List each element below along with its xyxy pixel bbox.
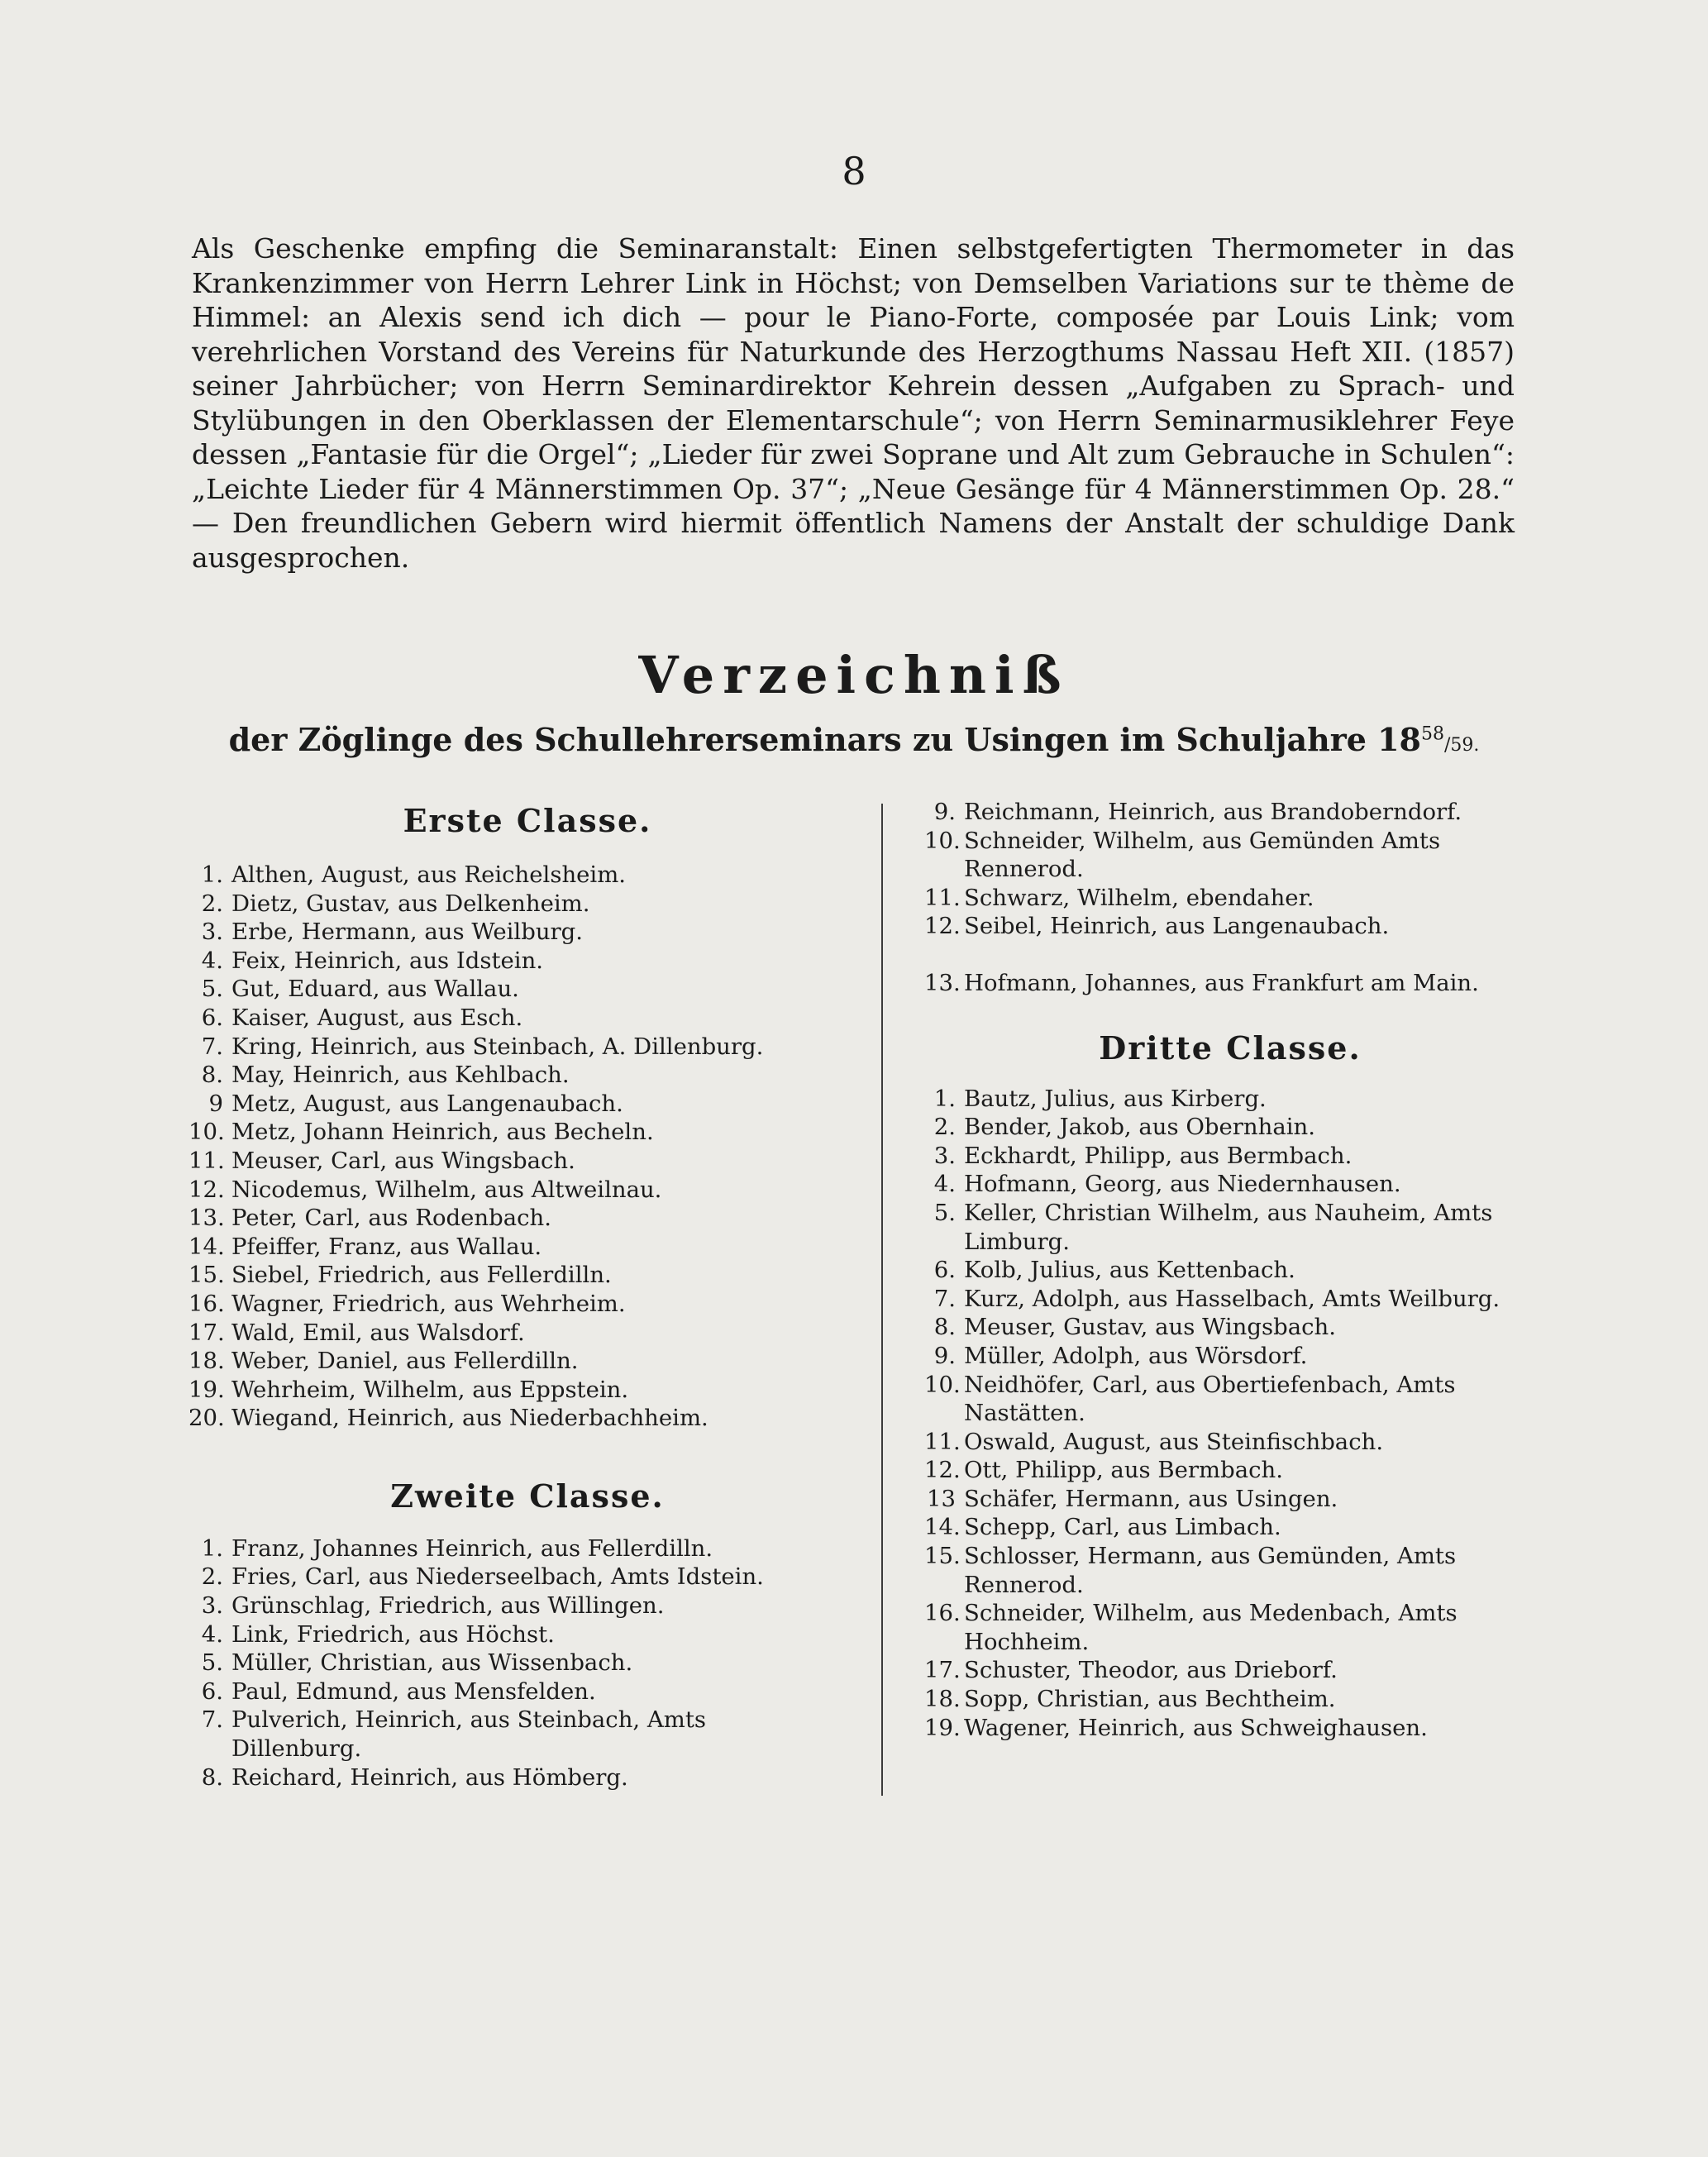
- list-zweite-classe-continued: [924, 798, 1536, 998]
- class-heading-zweite: Zweite Classe.: [390, 1477, 665, 1515]
- class-heading-dritte: Dritte Classe.: [1099, 1028, 1362, 1067]
- list-item: [188, 1376, 866, 1405]
- list-item: [188, 1090, 866, 1119]
- entry-text: Schlosser, Hermann, aus Gemünden, Amts Rennerod.: [964, 1543, 1457, 1598]
- entry-number: 15.: [924, 1543, 961, 1570]
- entry-text: Hofmann, Georg, aus Niedernhausen.: [964, 1171, 1401, 1198]
- list-item: [188, 1233, 866, 1262]
- list-item: [924, 827, 1536, 884]
- entry-number: 15.: [188, 1262, 225, 1289]
- entry-text: Wiegand, Heinrich, aus Niederbachheim.: [231, 1405, 708, 1432]
- list-erste-classe: [188, 861, 866, 1433]
- subtitle-text: der Zöglinge des Schullehrerseminars zu Usingen im Schuljahre 18: [228, 721, 1422, 758]
- list-zweite-classe: [188, 1534, 866, 1792]
- list-item: [188, 1347, 866, 1376]
- entry-number: 18.: [924, 1686, 961, 1713]
- entry-number: 7.: [933, 1285, 956, 1312]
- list-item: [924, 1142, 1536, 1171]
- class-heading-erste: Erste Classe.: [403, 802, 652, 839]
- entry-number: 2.: [201, 890, 223, 917]
- entry-text: Bender, Jakob, aus Obernhain.: [964, 1114, 1316, 1141]
- left-column: [188, 802, 866, 1792]
- entry-number: 5.: [933, 1199, 956, 1226]
- entry-number: 5.: [201, 976, 223, 1003]
- entry-text: Wehrheim, Wilhelm, aus Eppstein.: [231, 1376, 629, 1403]
- right-column: [924, 798, 1536, 1742]
- entry-text: Schneider, Wilhelm, aus Medenbach, Amts Hochheim.: [964, 1600, 1458, 1655]
- entry-number: 1.: [933, 1085, 956, 1112]
- entry-number: 17.: [924, 1657, 961, 1684]
- list-item: [924, 912, 1536, 941]
- entry-text: Wagener, Heinrich, aus Schweighausen.: [964, 1714, 1428, 1741]
- entry-number: 4.: [933, 1171, 956, 1198]
- entry-number: 10.: [924, 1371, 961, 1398]
- entry-text: Meuser, Gustav, aus Wingsbach.: [964, 1314, 1336, 1341]
- entry-text: Wald, Emil, aus Walsdorf.: [231, 1319, 525, 1346]
- entry-number: 11.: [924, 884, 961, 911]
- entry-number: 9.: [933, 799, 956, 825]
- list-item: [188, 1404, 866, 1433]
- entry-number: 2.: [933, 1114, 956, 1141]
- entry-number: 12.: [924, 913, 961, 940]
- list-item: [188, 1592, 866, 1620]
- list-item: [924, 969, 1536, 998]
- list-item: [188, 1620, 866, 1649]
- list-item: [188, 1563, 866, 1592]
- entry-text: Hofmann, Johannes, aus Frankfurt am Main.: [964, 969, 1479, 996]
- entry-text: Meuser, Carl, aus Wingsbach.: [231, 1147, 575, 1174]
- list-item: [924, 1513, 1536, 1542]
- list-item: [188, 1118, 866, 1147]
- entry-number: 12.: [924, 1457, 961, 1484]
- list-item: [188, 1147, 866, 1176]
- list-item: [924, 1428, 1536, 1457]
- entry-number: 13: [927, 1485, 956, 1512]
- entry-number: 6.: [201, 1004, 223, 1031]
- entry-number: 17.: [188, 1319, 225, 1346]
- entry-number: 3.: [201, 1592, 223, 1620]
- entry-text: Althen, August, aus Reichelsheim.: [231, 861, 627, 888]
- entry-number: 11.: [924, 1428, 961, 1455]
- list-item: [924, 1256, 1536, 1285]
- entry-number: 10.: [188, 1119, 225, 1146]
- entry-number: 11.: [188, 1147, 225, 1174]
- entry-text: Oswald, August, aus Steinfischbach.: [964, 1428, 1384, 1455]
- list-item: [924, 1714, 1536, 1743]
- entry-text: Dietz, Gustav, aus Delkenheim.: [231, 890, 590, 917]
- entry-text: Grünschlag, Friedrich, aus Willingen.: [231, 1592, 665, 1620]
- entry-text: Eckhardt, Philipp, aus Bermbach.: [964, 1142, 1353, 1169]
- list-item: [188, 975, 866, 1004]
- entry-text: Reichmann, Heinrich, aus Brandoberndorf.: [964, 799, 1462, 825]
- entry-text: Kurz, Adolph, aus Hasselbach, Amts Weilburg.: [964, 1285, 1500, 1312]
- entry-number: 4.: [201, 1620, 223, 1648]
- entry-text: Weber, Daniel, aus Fellerdilln.: [231, 1348, 579, 1375]
- entry-number: 8.: [201, 1062, 223, 1089]
- list-item: [924, 1285, 1536, 1314]
- list-item: [188, 1261, 866, 1290]
- entry-text: Kring, Heinrich, aus Steinbach, A. Dillenburg.: [231, 1033, 764, 1060]
- list-item: [188, 1319, 866, 1348]
- entry-text: Müller, Adolph, aus Wörsdorf.: [964, 1342, 1308, 1369]
- entry-number: 16.: [924, 1600, 961, 1627]
- entry-number: 13.: [188, 1205, 225, 1232]
- entry-number: 20.: [188, 1405, 225, 1432]
- list-item: [924, 1113, 1536, 1142]
- entry-text: Neidhöfer, Carl, aus Obertiefenbach, Amts Nastätten.: [964, 1371, 1456, 1427]
- list-item: [924, 1656, 1536, 1685]
- list-item: [188, 1004, 866, 1033]
- entry-text: Franz, Johannes Heinrich, aus Fellerdilln.: [231, 1534, 713, 1562]
- column-divider: [881, 804, 883, 1796]
- list-item: [924, 1313, 1536, 1342]
- page-number: 8: [842, 149, 866, 193]
- entry-number: 16.: [188, 1290, 225, 1317]
- list-item: [188, 1033, 866, 1062]
- list-item: [188, 1204, 866, 1233]
- list-item: [188, 1176, 866, 1205]
- entry-number: 14.: [188, 1233, 225, 1260]
- entry-text: Metz, August, aus Langenaubach.: [231, 1090, 623, 1117]
- entry-number: 9.: [933, 1342, 956, 1369]
- entry-text: Erbe, Hermann, aus Weilburg.: [231, 919, 584, 946]
- entry-text: Kolb, Julius, aus Kettenbach.: [964, 1257, 1295, 1284]
- entry-number: 19.: [924, 1714, 961, 1741]
- entry-text: Feix, Heinrich, aus Idstein.: [231, 947, 544, 974]
- list-item: [188, 890, 866, 919]
- entry-text: Schepp, Carl, aus Limbach.: [964, 1514, 1281, 1541]
- list-item: [924, 1542, 1536, 1599]
- entry-number: 7.: [201, 1033, 223, 1060]
- list-item: [188, 1061, 866, 1090]
- entry-text: Kaiser, August, aus Esch.: [231, 1004, 523, 1031]
- list-item: [924, 1599, 1536, 1656]
- list-title: Verzeichniß: [638, 645, 1070, 705]
- intro-paragraph: [192, 231, 1515, 575]
- entry-text: Fries, Carl, aus Niederseelbach, Amts Idstein.: [231, 1563, 764, 1591]
- list-item: [188, 918, 866, 947]
- list-item: [188, 1706, 825, 1763]
- entry-number: 18.: [188, 1348, 225, 1375]
- list-subtitle: [0, 721, 1708, 758]
- subtitle-superscript: 58: [1421, 723, 1445, 745]
- entry-text: Wagner, Friedrich, aus Wehrheim.: [231, 1290, 626, 1317]
- list-item: [188, 947, 866, 976]
- intro-text: Als Geschenke empfing die Seminaranstalt: Einen selbstgefertigten Thermometer in das Krankenzimmer von Herrn Lehrer Link in Höchst; von Demselben Variations sur te thème de Himmel: an Alexis send ich dich — pour le Piano-Forte, composée par Louis Link; vom verehrlichen Vorstand des Vereins für Naturkunde des Herzogthums Nassau Heft XII. (1857) seiner Jahrbücher; von Herrn Seminardirektor Kehrein dessen „Aufgaben zu Sprach- und Stylübungen in den Oberklassen der Elementarschule“; von Herrn Seminarmusiklehrer Feye dessen „Fantasie für die Orgel“; „Lieder für zwei Soprane und Alt zum Gebrauche in Schulen“: „Leichte Lieder für 4 Männerstimmen Op. 37“; „Neue Gesänge für 4 Männerstimmen Op. 28.“ — Den freundlichen Gebern wird hiermit öffentlich Namens der Anstalt der schuldige Dank ausgesprochen.: [192, 232, 1515, 574]
- entry-number: 3.: [933, 1142, 956, 1169]
- entry-number: 3.: [201, 919, 223, 946]
- entry-text: Sopp, Christian, aus Bechtheim.: [964, 1686, 1336, 1713]
- entry-text: Schwarz, Wilhelm, ebendaher.: [964, 884, 1314, 911]
- entry-text: Müller, Christian, aus Wissenbach.: [231, 1649, 633, 1677]
- entry-text: Nicodemus, Wilhelm, aus Altweilnau.: [231, 1176, 662, 1203]
- entry-text: Link, Friedrich, aus Höchst.: [231, 1620, 555, 1648]
- entry-number: 8.: [201, 1763, 223, 1791]
- list-item: [188, 1290, 866, 1319]
- entry-number: 6.: [201, 1677, 223, 1705]
- entry-text: Peter, Carl, aus Rodenbach.: [231, 1205, 552, 1232]
- list-item: [924, 1456, 1536, 1485]
- entry-number: 9: [208, 1090, 223, 1117]
- entry-number: 19.: [188, 1376, 225, 1403]
- entry-number: 14.: [924, 1514, 961, 1541]
- list-item: [924, 1342, 1536, 1371]
- entry-text: Bautz, Julius, aus Kirberg.: [964, 1085, 1267, 1112]
- list-item: [188, 1763, 866, 1792]
- entry-number: 13.: [924, 969, 961, 996]
- entry-number: 12.: [188, 1176, 225, 1203]
- entry-text: Schneider, Wilhelm, aus Gemünden Amts Rennerod.: [964, 827, 1441, 883]
- entry-text: Keller, Christian Wilhelm, aus Nauheim, Amts Limburg.: [964, 1199, 1493, 1255]
- list-item: [924, 884, 1536, 913]
- entry-number: 7.: [201, 1706, 223, 1734]
- entry-text: Ott, Philipp, aus Bermbach.: [964, 1457, 1283, 1484]
- entry-text: Seibel, Heinrich, aus Langenaubach.: [964, 913, 1390, 940]
- list-item: [188, 1534, 866, 1563]
- entry-number: 8.: [933, 1314, 956, 1341]
- list-item: [188, 1677, 866, 1706]
- list-item: [924, 798, 1536, 827]
- entry-text: May, Heinrich, aus Kehlbach.: [231, 1062, 570, 1089]
- list-item: [924, 1085, 1536, 1114]
- entry-number: 10.: [924, 827, 961, 854]
- entry-text: Pfeiffer, Franz, aus Wallau.: [231, 1233, 542, 1260]
- list-item: [924, 1371, 1536, 1428]
- entry-text: Paul, Edmund, aus Mensfelden.: [231, 1677, 596, 1705]
- list-item: [188, 1649, 866, 1677]
- list-item: [924, 1199, 1536, 1256]
- entry-text: Gut, Eduard, aus Wallau.: [231, 976, 519, 1003]
- entry-text: Pulverich, Heinrich, aus Steinbach, Amts Dillenburg.: [231, 1706, 706, 1763]
- entry-number: 6.: [933, 1257, 956, 1284]
- list-dritte-classe: [924, 1085, 1536, 1743]
- entry-text: Siebel, Friedrich, aus Fellerdilln.: [231, 1262, 612, 1289]
- list-item: [924, 1685, 1536, 1714]
- list-item: [188, 861, 866, 890]
- entry-number: 2.: [201, 1563, 223, 1591]
- list-spacer: [924, 941, 1536, 969]
- list-item: [924, 1485, 1536, 1514]
- entry-number: 5.: [201, 1649, 223, 1677]
- entry-text: Metz, Johann Heinrich, aus Becheln.: [231, 1119, 654, 1146]
- entry-number: 4.: [201, 947, 223, 974]
- entry-text: Schuster, Theodor, aus Drieborf.: [964, 1657, 1338, 1684]
- list-item: [924, 1170, 1536, 1199]
- entry-number: 1.: [201, 861, 223, 888]
- subtitle-subscript: /59.: [1444, 735, 1480, 756]
- entry-number: 1.: [201, 1534, 223, 1562]
- entry-text: Reichard, Heinrich, aus Hömberg.: [231, 1763, 628, 1791]
- entry-text: Schäfer, Hermann, aus Usingen.: [964, 1485, 1338, 1512]
